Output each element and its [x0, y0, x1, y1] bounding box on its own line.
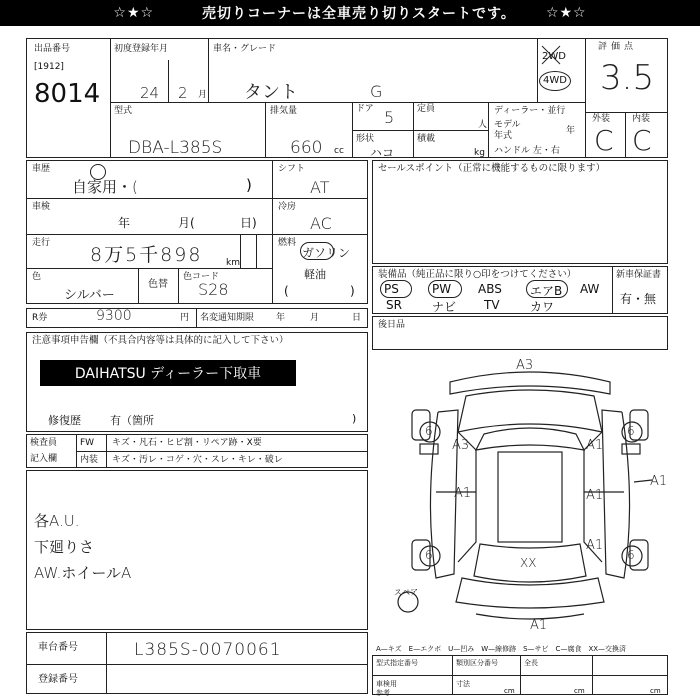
- displacement-unit: cc: [334, 146, 344, 156]
- damage-right-rear: A1: [586, 538, 604, 553]
- tire-rear-right: 6: [627, 548, 635, 562]
- interior-label: 内装: [632, 114, 651, 124]
- damage-bottom: A1: [530, 618, 548, 633]
- postscript-label: 後日品: [378, 320, 406, 330]
- fuel-value1: ガソリン: [302, 246, 351, 260]
- repair-close: ): [352, 412, 357, 425]
- drive-2wd-strike: [540, 44, 562, 66]
- damage-rear-window: XX: [520, 556, 537, 570]
- inspection-year: 年: [118, 216, 131, 230]
- lot-code: [1912]: [34, 62, 64, 72]
- car-name: タント: [244, 82, 298, 103]
- damage-right-mid: A1: [586, 488, 604, 503]
- equipment-abs: ABS: [478, 282, 502, 296]
- legend-cm3: cm: [650, 687, 661, 695]
- mileage-unit: km: [226, 258, 240, 268]
- shift-value: AT: [310, 178, 330, 197]
- legend-size: 寸法: [456, 680, 470, 688]
- tax-unit3: 日: [352, 313, 362, 323]
- dealer-box-label4: ハンドル 左・右: [494, 146, 560, 156]
- legend-class-code: 類別区分番号: [456, 659, 498, 667]
- fuel-label: 燃料: [278, 238, 297, 248]
- displacement-label: 排気量: [270, 106, 298, 116]
- fuel-paren-open: (: [284, 284, 289, 298]
- equipment-tv: TV: [484, 298, 500, 312]
- weight-label: 積載: [417, 134, 436, 144]
- banner-stars-left: ☆★☆: [113, 5, 155, 21]
- lot-label: 出品番号: [34, 44, 71, 54]
- displacement-value: 660: [290, 138, 323, 158]
- tire-rear-left: 6: [425, 548, 433, 562]
- doors-value: 5: [384, 108, 395, 127]
- tire-front-left: 6: [425, 424, 433, 438]
- dealer-box-year-unit: 年: [566, 126, 576, 136]
- shape-value: ハコ: [370, 146, 395, 160]
- banner-stars-right: ☆★☆: [545, 5, 587, 21]
- inspector-label1: 検査員: [30, 438, 58, 448]
- inspection-day: 日): [240, 216, 257, 230]
- doors-label: ドア: [356, 104, 374, 114]
- postscript-box: [372, 316, 668, 350]
- warranty-label: 新車保証書: [616, 270, 662, 280]
- legend-cm2: cm: [574, 687, 585, 695]
- first-reg-year: 24: [140, 84, 160, 102]
- model-label: 型式: [114, 106, 133, 116]
- car-label: 車名・グレード: [213, 44, 277, 54]
- fuel-paren-close: ): [350, 284, 355, 298]
- legend-length: 全長: [524, 659, 538, 667]
- interior-grade: C: [632, 124, 652, 157]
- registration-label: 登録番号: [38, 674, 78, 685]
- dealer-box-label1: ディーラー・並行: [494, 106, 566, 116]
- legend-cm1: cm: [504, 687, 515, 695]
- score-value: 3.5: [600, 58, 655, 98]
- equipment-ps: PS: [384, 282, 399, 296]
- score-label: 評価点: [598, 42, 638, 52]
- damage-far-right: A1: [650, 474, 668, 489]
- history-value: 自家用・(: [72, 178, 138, 196]
- color-label: 色: [32, 272, 42, 282]
- ac-value: AC: [310, 214, 332, 233]
- first-reg-month-unit: 月: [198, 90, 208, 100]
- equipment-sr: SR: [386, 298, 402, 312]
- dealer-box-label2: モデル: [494, 120, 521, 130]
- tire-front-right: 6: [627, 424, 635, 438]
- equipment-leather: カワ: [530, 300, 555, 314]
- equipment-aw: AW: [580, 282, 600, 296]
- damage-right-front: A1: [586, 438, 604, 453]
- banner-title: 売切りコーナーは全車売り切りスタートです。: [202, 6, 516, 22]
- lot-number: 8014: [34, 79, 101, 109]
- inspector-interior: 内装: [80, 455, 99, 465]
- capacity-unit: 人: [478, 120, 488, 130]
- history-close: ): [246, 176, 252, 194]
- inspector-fw: FW: [80, 438, 95, 448]
- note-line-2: 下廻りさ: [34, 538, 95, 556]
- chassis-label: 車台番号: [38, 642, 78, 653]
- fuel-value2: 軽油: [304, 268, 326, 281]
- notes-label: 注意事項申告欄（不具合内容等は具体的に記入して下さい）: [32, 335, 289, 346]
- mileage-value: 8万5千898: [90, 244, 203, 266]
- exterior-grade: C: [594, 124, 614, 157]
- spare-label: スペア: [394, 588, 418, 597]
- color-value: シルバー: [64, 288, 115, 303]
- mileage-label: 走行: [32, 238, 51, 248]
- first-reg-month: 2: [178, 84, 188, 102]
- capacity-label: 定員: [417, 104, 436, 114]
- equipment-label: 装備品（純正品に限り○印をつけてください）: [378, 269, 577, 280]
- model-value: DBA-L385S: [128, 138, 223, 158]
- repair-label: 修復歴: [48, 414, 81, 427]
- legend-ref: 参考: [376, 689, 390, 697]
- inspection-month: 月(: [178, 216, 195, 230]
- dealer-trade-in-badge: DAIHATSU ディーラー下取車: [40, 360, 296, 386]
- color-code-label: 色コード: [183, 272, 220, 282]
- inspector-fw-items: キズ・凡石・ヒビ割・リペア跡・X要: [112, 438, 262, 448]
- ac-label: 冷房: [278, 202, 297, 212]
- header-grid: [26, 38, 668, 158]
- damage-left-mid: A1: [454, 486, 472, 501]
- equipment-airbag: エアB: [530, 284, 563, 298]
- sales-point-label: セールスポイント（正常に機能するものに限ります）: [378, 163, 606, 174]
- warranty-value: 有・無: [620, 292, 657, 306]
- banner: [0, 0, 700, 26]
- legend-text: A—キズ E—エクボ U—凹み W—線修跡 S—サビ C—腐食 XX—交換済: [376, 645, 627, 653]
- color-code: S28: [198, 280, 229, 299]
- history-label: 車歴: [32, 164, 51, 174]
- repair-value: 有（箇所: [110, 414, 154, 427]
- shape-label: 形状: [356, 134, 375, 144]
- legend-inspection: 車検用: [376, 680, 397, 688]
- first-reg-label: 初度登録年月: [114, 44, 169, 54]
- weight-unit: kg: [474, 148, 485, 158]
- damage-diagram: [380, 352, 680, 632]
- color-change-label: 色替: [148, 279, 168, 290]
- sales-point-box: [372, 160, 668, 264]
- inspector-interior-items: キズ・汚レ・コゲ・穴・スレ・キレ・破レ: [112, 455, 283, 465]
- note-line-1: 各A.U.: [34, 512, 80, 530]
- exterior-label: 外装: [592, 114, 611, 124]
- equipment-pw: PW: [432, 282, 452, 296]
- damage-left-front: A3: [452, 438, 470, 453]
- shift-label: シフト: [278, 164, 306, 174]
- tax-unit2: 月: [310, 313, 320, 323]
- drive-2wd: 2WD: [542, 51, 566, 62]
- note-line-3: AW.ホイールA: [34, 564, 132, 582]
- legend-model-code: 型式指定番号: [376, 659, 418, 667]
- car-grade: G: [370, 82, 383, 101]
- damage-top: A3: [516, 358, 534, 373]
- recycle-unit: 円: [180, 313, 190, 323]
- drive-4wd: 4WD: [543, 75, 567, 86]
- recycle-label: R券: [32, 313, 48, 323]
- inspector-label2: 記入欄: [30, 454, 58, 464]
- dealer-box-label3: 年式: [494, 131, 513, 141]
- tax-label: 名変通知期限: [200, 313, 255, 323]
- tax-unit1: 年: [276, 313, 286, 323]
- recycle-value: 9300: [96, 308, 132, 324]
- inspection-label: 車検: [32, 202, 51, 212]
- equipment-navi: ナビ: [432, 300, 457, 314]
- chassis-value: L385S-0070061: [134, 640, 282, 660]
